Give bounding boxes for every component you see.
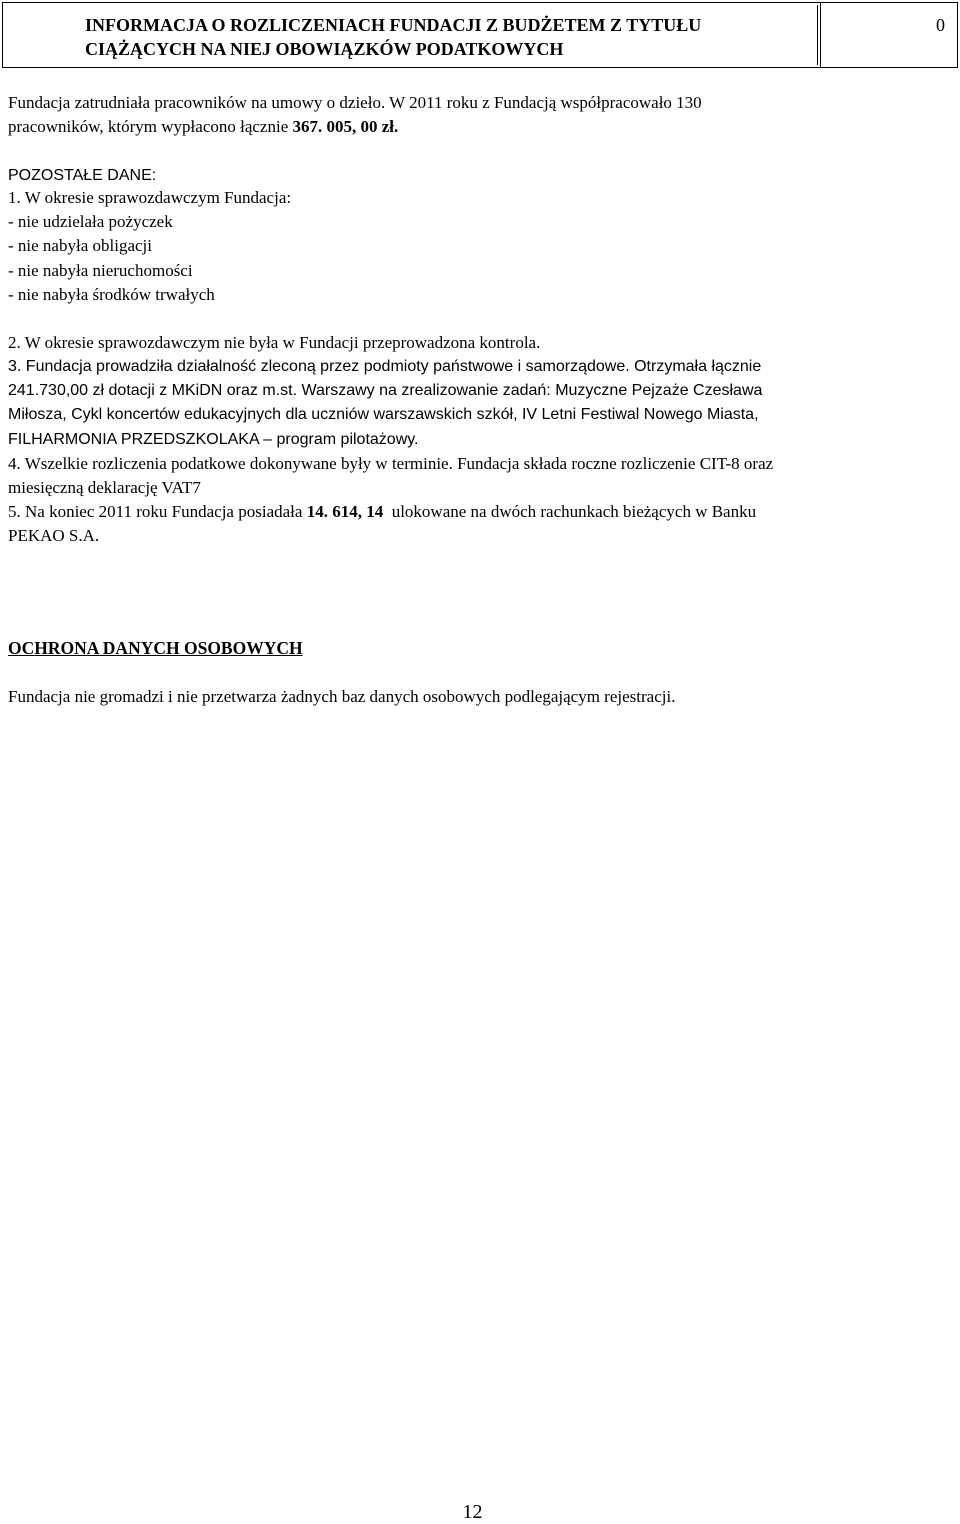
header-title-line1: INFORMACJA O ROZLICZENIACH FUNDACJI Z BUDŻETEM Z TYTUŁU xyxy=(85,15,702,35)
item5-line1 xyxy=(8,500,953,524)
intro-line2 xyxy=(8,115,953,139)
other-data-heading: POZOSTAŁE DANE: xyxy=(8,167,157,184)
item5-amount: 14. 614, 14 xyxy=(306,502,384,522)
header-table xyxy=(2,2,958,68)
other-data-items-3-5 xyxy=(8,355,953,549)
header-title-cell xyxy=(3,3,821,67)
item5-prefix: 5. Na koniec 2011 roku Fundacja posiadała xyxy=(8,502,307,522)
item3-line1: 3. Fundacja prowadziła działalność zleconą przez podmioty państwowe i samorządowe. Otrzymała łącznie xyxy=(8,358,762,375)
item4-line2: miesięczną deklarację VAT7 xyxy=(8,478,201,498)
item4-line1: 4. Wszelkie rozliczenia podatkowe dokonywane były w terminie. Fundacja składa roczne rozliczenie CIT-8 oraz xyxy=(8,453,774,473)
page-number: 12 xyxy=(462,1501,483,1523)
header-title-line2: CIĄŻĄCYCH NA NIEJ OBOWIĄZKÓW PODATKOWYCH xyxy=(85,39,564,59)
item5-suffix: ulokowane na dwóch rachunkach bieżących w Banku xyxy=(383,502,757,522)
header-number: 0 xyxy=(936,15,945,35)
item5-line2: PEKAO S.A. xyxy=(8,526,100,546)
item1-bullet-real-estate: - nie nabyła nieruchomości xyxy=(8,260,193,280)
other-data-item2: 2. W okresie sprawozdawczym nie była w Fundacji przeprowadzona kontrola. xyxy=(8,333,541,352)
item3-line3: Miłosza, Cykl koncertów edukacyjnych dla uczniów warszawskich szkół, IV Letni Festiwal Nowego Miasta, xyxy=(8,406,759,424)
intro-line1: Fundacja zatrudniała pracowników na umowy o dzieło. W 2011 roku z Fundacją współpracowało 130 xyxy=(8,93,702,112)
intro-line2-prefix: pracowników, którym wypłacono łącznie xyxy=(8,117,293,137)
item1-bullet-loans: - nie udzielała pożyczek xyxy=(8,212,173,232)
other-data-item1 xyxy=(8,186,953,307)
item3-line4: FILHARMONIA PRZEDSZKOLAKA – program pilotażowy. xyxy=(8,430,419,448)
item1-bullet-fixed-assets: - nie nabyła środków trwałych xyxy=(8,284,215,304)
data-protection-text: Fundacja nie gromadzi i nie przetwarza żadnych baz danych osobowych podlegającym rejestracji. xyxy=(8,687,676,706)
intro-amount: 367. 005, 00 zł. xyxy=(292,117,399,137)
item1-title: 1. W okresie sprawozdawczym Fundacja: xyxy=(8,188,292,207)
intro-paragraph xyxy=(8,91,953,139)
data-protection-heading: OCHRONA DANYCH OSOBOWYCH xyxy=(8,638,303,658)
item1-bullet-bonds: - nie nabyła obligacji xyxy=(8,236,152,256)
item3-line2: 241.730,00 zł dotacji z MKiDN oraz m.st. Warszawy na zrealizowanie zadań: Muzyczne Pejzaże Czesława xyxy=(8,382,763,400)
